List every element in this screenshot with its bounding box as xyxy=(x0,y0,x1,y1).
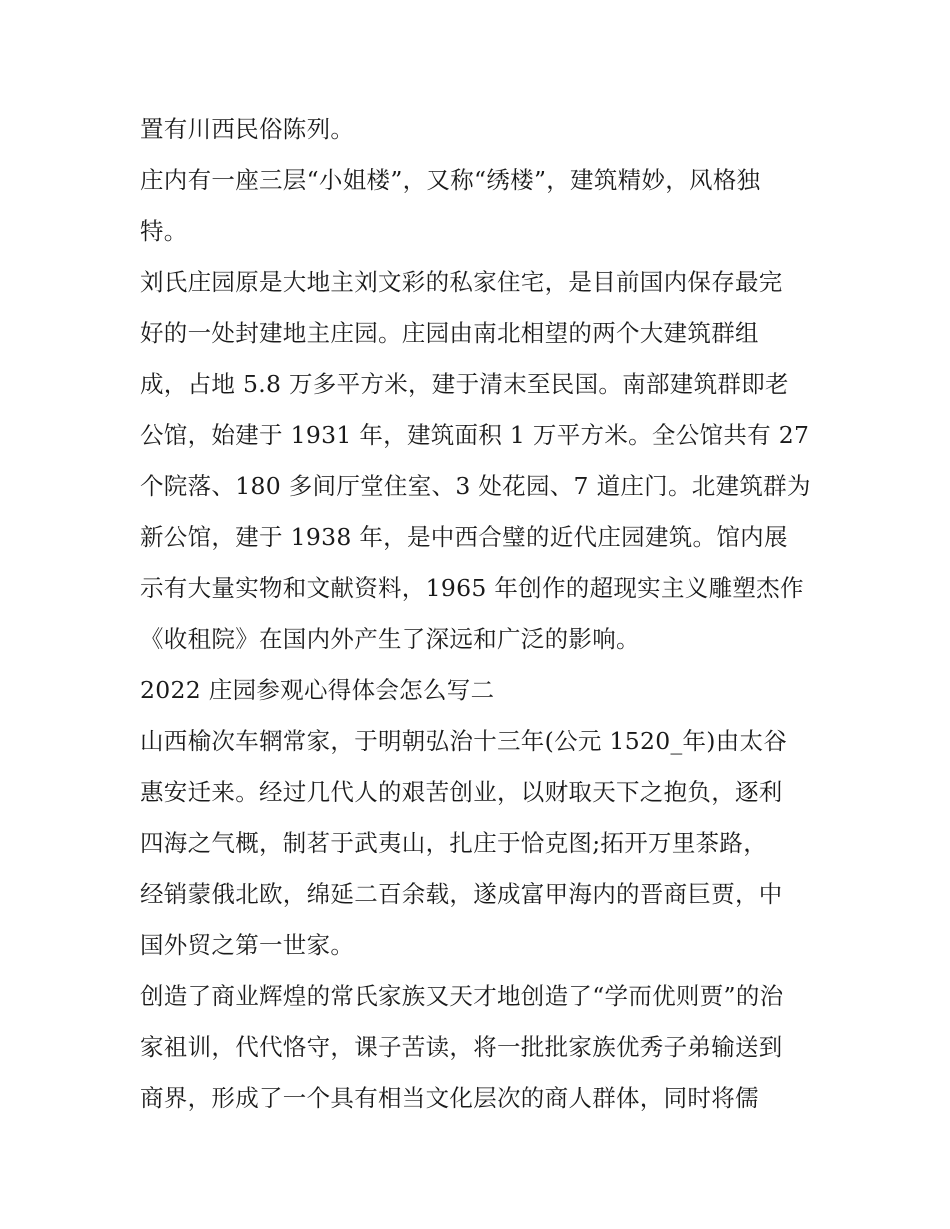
text-line: 家祖训，代代恪守，课子苦读，将一批批家族优秀子弟输送到 xyxy=(140,1033,783,1061)
text-line: 商界，形成了一个具有相当文化层次的商人群体，同时将儒 xyxy=(140,1084,759,1112)
text-line: 成，占地 5.8 万多平方米，建于清末至民国。南部建筑群即老 xyxy=(140,370,789,398)
text-line: 庄内有一座三层“小姐楼”，又称“绣楼”，建筑精妙，风格独 xyxy=(140,166,761,194)
text-line: 特。 xyxy=(140,217,188,245)
text-line: 刘氏庄园原是大地主刘文彩的私家住宅，是目前国内保存最完 xyxy=(140,268,783,296)
text-line: 置有川西民俗陈列。 xyxy=(140,115,355,143)
section-title: 2022 庄园参观心得体会怎么写二 xyxy=(140,676,495,704)
text-line: 经销蒙俄北欧，绵延二百余载，遂成富甲海内的晋商巨贾，中 xyxy=(140,880,783,908)
paragraph-folk-exhibit xyxy=(140,104,815,155)
section-heading xyxy=(140,665,815,716)
paragraph-liu-manor xyxy=(140,257,815,665)
text-line: 新公馆，建于 1938 年，是中西合璧的近代庄园建筑。馆内展 xyxy=(140,523,788,551)
text-line: 四海之气概，制茗于武夷山，扎庄于恰克图;拓开万里茶路， xyxy=(140,829,768,857)
text-line: 公馆，始建于 1931 年，建筑面积 1 万平方米。全公馆共有 27 xyxy=(140,421,810,449)
text-line: 国外贸之第一世家。 xyxy=(140,931,355,959)
text-line: 惠安迁来。经过几代人的艰苦创业，以财取天下之抱负，逐利 xyxy=(140,778,783,806)
text-line: 山西榆次车辋常家，于明朝弘治十三年(公元 1520_年)由太谷 xyxy=(140,727,788,755)
text-line: 创造了商业辉煌的常氏家族又天才地创造了“学而优则贾”的治 xyxy=(140,982,784,1010)
text-line: 示有大量实物和文献资料，1965 年创作的超现实主义雕塑杰作 xyxy=(140,574,804,602)
text-line: 个院落、180 多间厅堂住室、3 处花园、7 道庄门。北建筑群为 xyxy=(140,472,811,500)
paragraph-embroidery-tower xyxy=(140,155,815,257)
text-line: 好的一处封建地主庄园。庄园由南北相望的两个大建筑群组 xyxy=(140,319,759,347)
paragraph-family-motto xyxy=(140,971,815,1124)
paragraph-chang-family xyxy=(140,716,815,971)
text-line: 《收租院》在国内外产生了深远和广泛的影响。 xyxy=(140,625,640,653)
document-body xyxy=(140,104,815,1124)
